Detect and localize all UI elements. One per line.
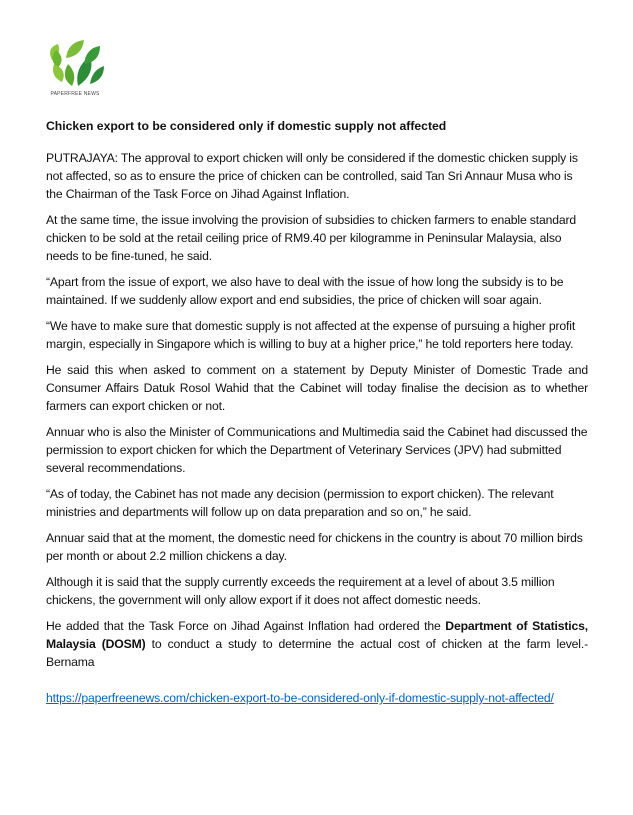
article-body: [46, 117, 588, 745]
paperfree-news-logo: [44, 38, 106, 100]
paragraph: At the same time, the issue involving the provision of subsidies to chicken farmers to enable standard chicken to be sold at the retail ceiling price of RM9.40 per kilogramme in Peninsular Malaysia, also needs to be fine-tuned, he said.: [46, 213, 577, 263]
paragraph: Annuar said that at the moment, the domestic need for chickens in the country is about 70 million birds per month or about 2.2 million chickens a day.: [46, 531, 583, 563]
logo-text: PAPERFREE NEWS: [50, 91, 100, 97]
paragraph: “As of today, the Cabinet has not made any decision (permission to export chicken). The relevant ministries and departments will follow up on data preparation and so on,” he said.: [46, 487, 554, 519]
source-link[interactable]: https://paperfreenews.com/chicken-export-to-be-considered-only-if-domestic-supply-not-affected/: [46, 691, 554, 705]
paragraph: Annuar who is also the Minister of Communications and Multimedia said the Cabinet had discussed the permission to export chicken for which the Department of Veterinary Services (JPV) had submitted several recommendations.: [46, 425, 588, 475]
paragraph-dosm: [46, 617, 588, 671]
paragraph: PUTRAJAYA: The approval to export chicken will only be considered if the domestic chicken supply is not affected, so as to ensure the price of chicken can be controlled, said Tan Sri Annaur Musa who is the Chairman of the Task Force on Jihad Against Inflation.: [46, 151, 578, 201]
leaf-logo-icon: [44, 38, 106, 90]
bold-text: Department of Statistics, Malaysia (DOSM): [46, 619, 588, 651]
paragraph: He said this when asked to comment on a statement by Deputy Minister of Domestic Trade and Consumer Affairs Datuk Rosol Wahid that the Cabinet will today finalise the decision as to whether farmers can export chicken or not.: [46, 363, 588, 413]
source-link-paragraph: [46, 689, 588, 707]
paragraph: Although it is said that the supply currently exceeds the requirement at a level of about 3.5 million chickens, the government will only allow export if it does not affect domestic needs.: [46, 575, 555, 607]
paragraph: “Apart from the issue of export, we also have to deal with the issue of how long the subsidy is to be maintained. If we suddenly allow export and end subsidies, the price of chicken will soar again.: [46, 275, 564, 307]
article-title: Chicken export to be considered only if domestic supply not affected: [46, 119, 447, 133]
paragraph: “We have to make sure that domestic supply is not affected at the expense of pursuing a higher profit margin, especially in Singapore which is willing to buy at a higher price,” he told reporters here today.: [46, 319, 576, 351]
text: to conduct a study to determine the actual cost of chicken at the farm level.- Bernama: [46, 637, 588, 669]
text: He added that the Task Force on Jihad Against Inflation had ordered the: [46, 619, 446, 633]
